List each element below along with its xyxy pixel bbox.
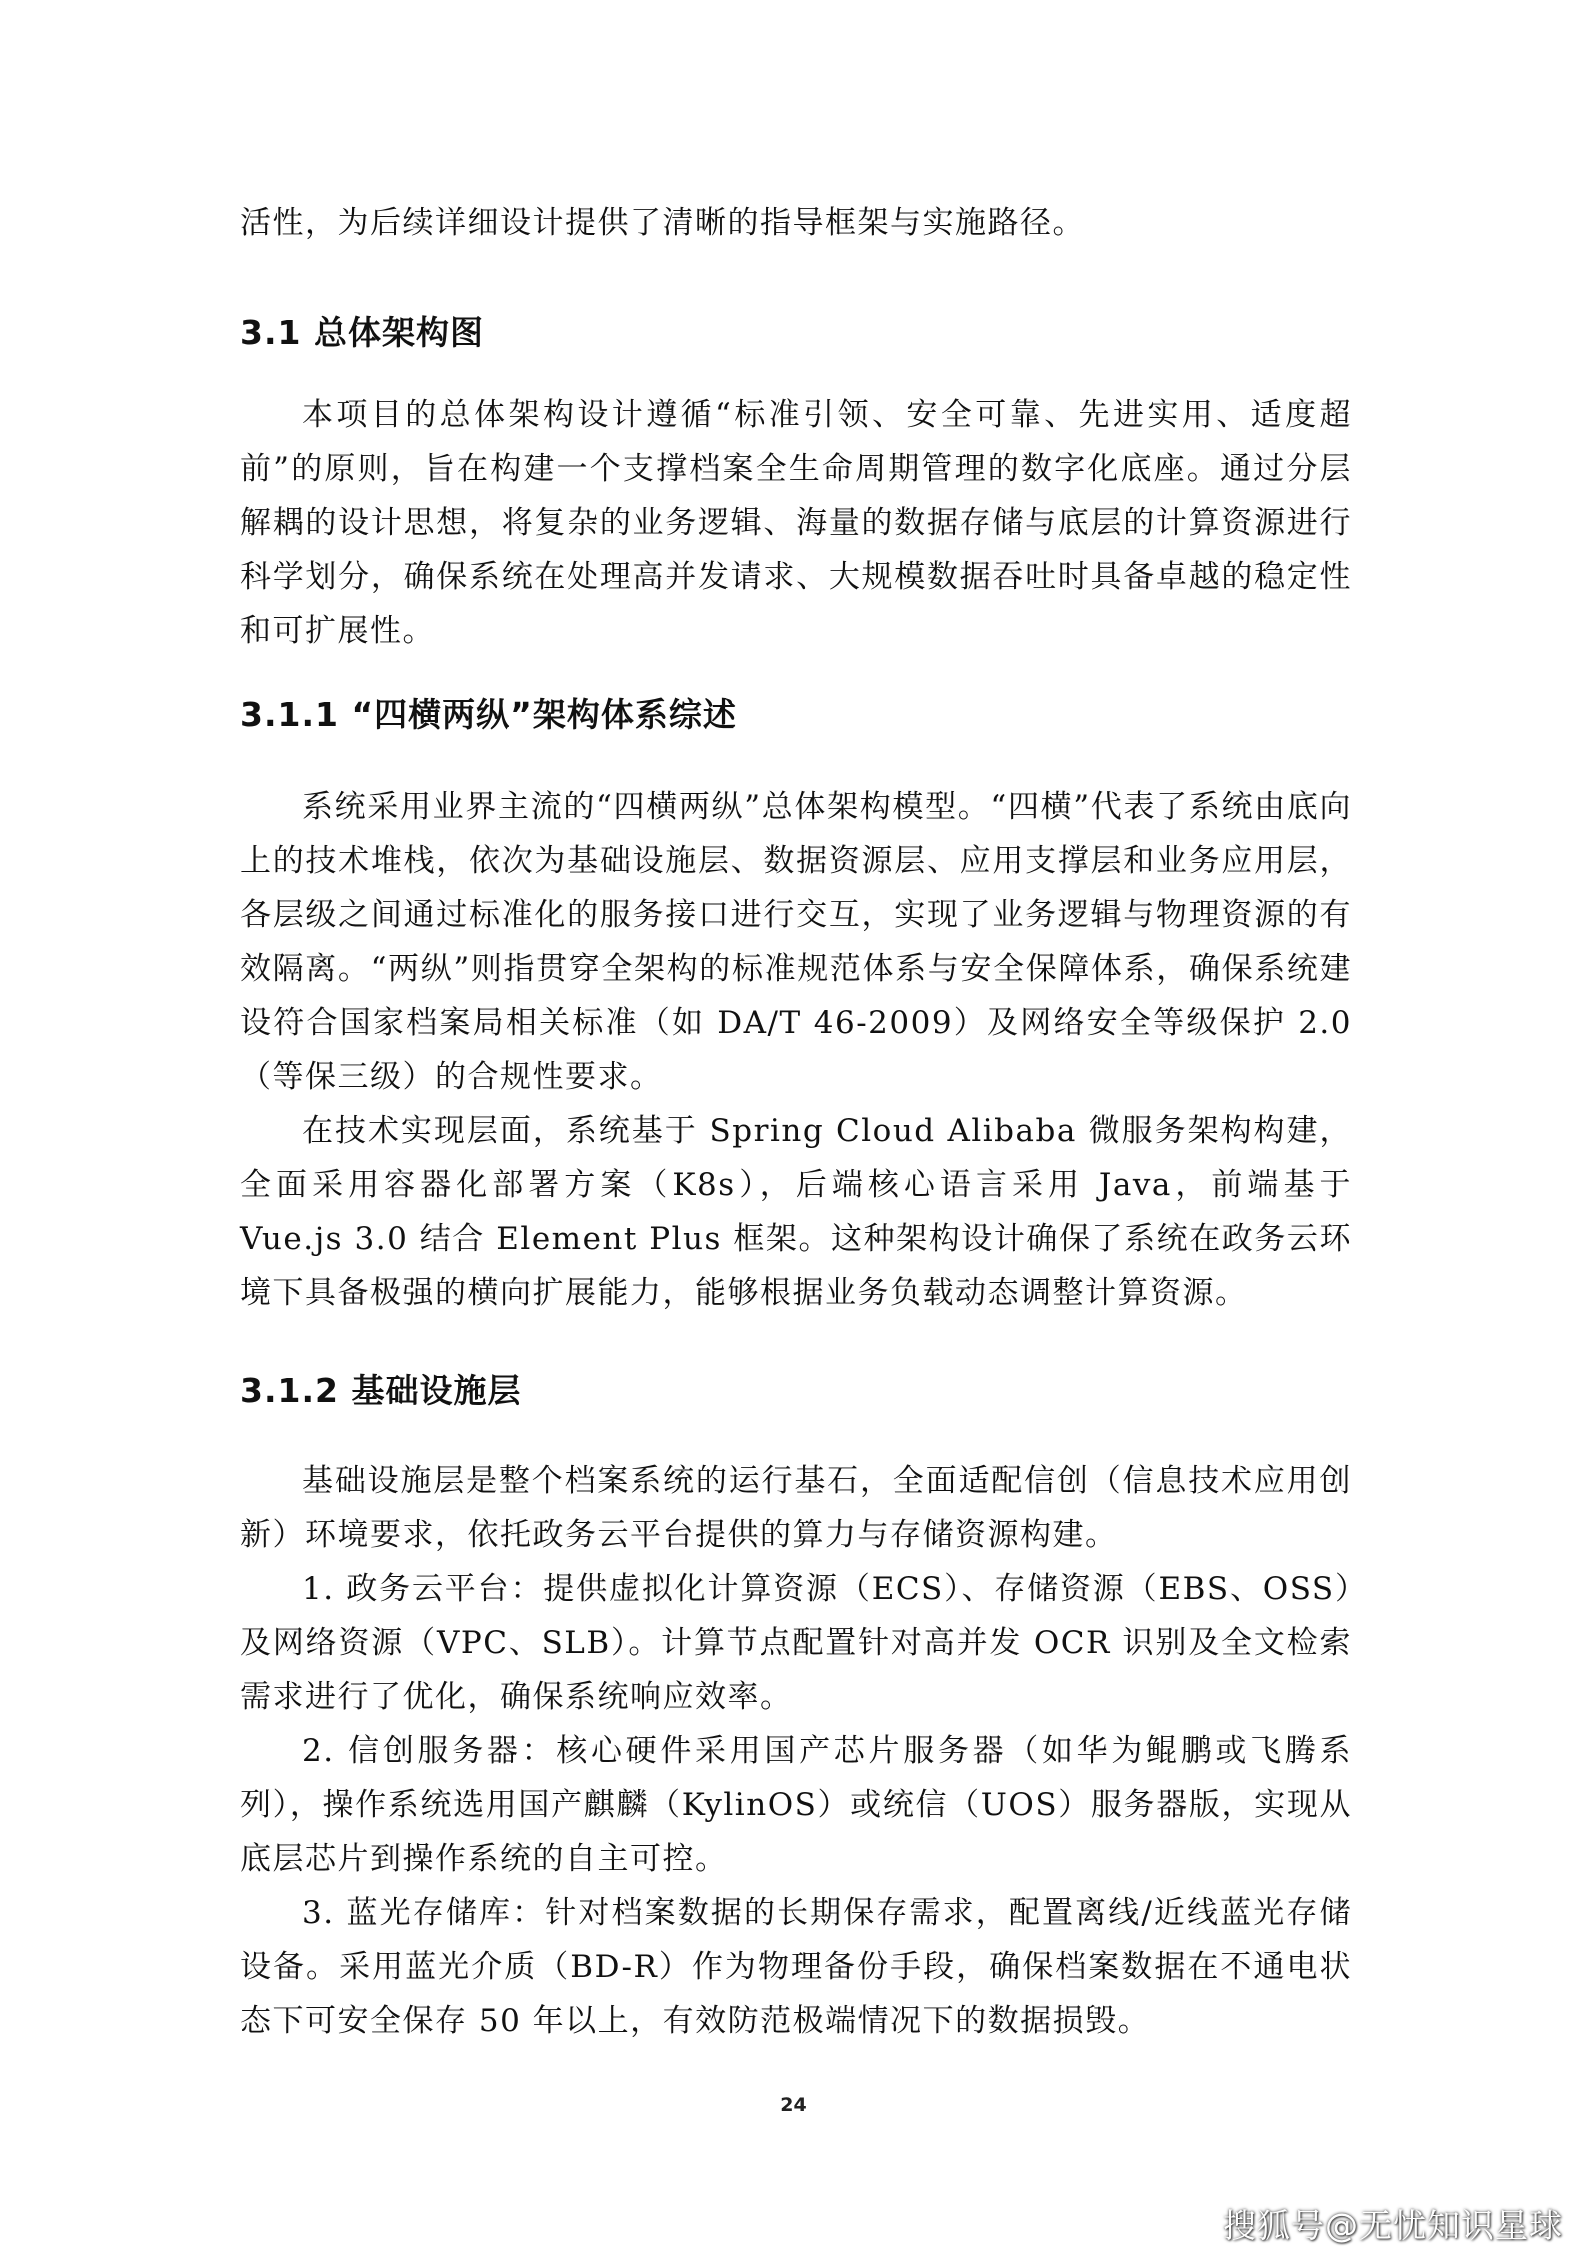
continuation-paragraph: 活性，为后续详细设计提供了清晰的指导框架与实施路径。 (240, 205, 1085, 241)
page-body (240, 196, 1352, 2048)
section-3-1-2-paragraph-intro: 基础设施层是整个档案系统的运行基石，全面适配信创（信息技术应用创新）环境要求，依托政务云平台提供的算力与存储资源构建。 (240, 1463, 1352, 1553)
section-heading-3-1-1: 3.1.1 “四横两纵”架构体系综述 (240, 695, 737, 734)
section-heading-3-1: 3.1 总体架构图 (240, 313, 484, 352)
page-number: 24 (780, 2094, 807, 2116)
section-heading-3-1-2: 3.1.2 基础设施层 (240, 1371, 522, 1410)
list-item-gov-cloud: 1. 政务云平台：提供虚拟化计算资源（ECS）、存储资源（EBS、OSS）及网络资源（VPC、SLB）。计算节点配置针对高并发 OCR 识别及全文检索需求进行了优化，确保系统响应效率。 (240, 1571, 1352, 1715)
section-3-1-paragraph: 本项目的总体架构设计遵循“标准引领、安全可靠、先进实用、适度超前”的原则，旨在构建一个支撑档案全生命周期管理的数字化底座。通过分层解耦的设计思想，将复杂的业务逻辑、海量的数据存储与底层的计算资源进行科学划分，确保系统在处理高并发请求、大规模数据吞吐时具备卓越的稳定性和可扩展性。 (240, 397, 1352, 649)
section-3-1-1-paragraph-1: 系统采用业界主流的“四横两纵”总体架构模型。“四横”代表了系统由底向上的技术堆栈，依次为基础设施层、数据资源层、应用支撑层和业务应用层，各层级之间通过标准化的服务接口进行交互，实现了业务逻辑与物理资源的有效隔离。“两纵”则指贯穿全架构的标准规范体系与安全保障体系，确保系统建设符合国家档案局相关标准（如 DA/T 46-2009）及网络安全等级保护 2.0（等保三级）的合规性要求。 (240, 789, 1352, 1095)
list-item-bluray-storage: 3. 蓝光存储库：针对档案数据的长期保存需求，配置离线/近线蓝光存储设备。采用蓝光介质（BD-R）作为物理备份手段，确保档案数据在不通电状态下可安全保存 50 年以上，有效防范极端情况下的数据损毁。 (240, 1895, 1352, 2039)
section-3-1-1-paragraph-2: 在技术实现层面，系统基于 Spring Cloud Alibaba 微服务架构构建，全面采用容器化部署方案（K8s），后端核心语言采用 Java，前端基于 Vue.js 3.0 结合 Element Plus 框架。这种架构设计确保了系统在政务云环境下具备极强的横向扩展能力，能够根据业务负载动态调整计算资源。 (240, 1113, 1352, 1311)
list-item-xinchuang-server: 2. 信创服务器：核心硬件采用国产芯片服务器（如华为鲲鹏或飞腾系列），操作系统选用国产麒麟（KylinOS）或统信（UOS）服务器版，实现从底层芯片到操作系统的自主可控。 (240, 1733, 1352, 1877)
watermark: 搜狐号@无忧知识星球 (1223, 2206, 1563, 2245)
